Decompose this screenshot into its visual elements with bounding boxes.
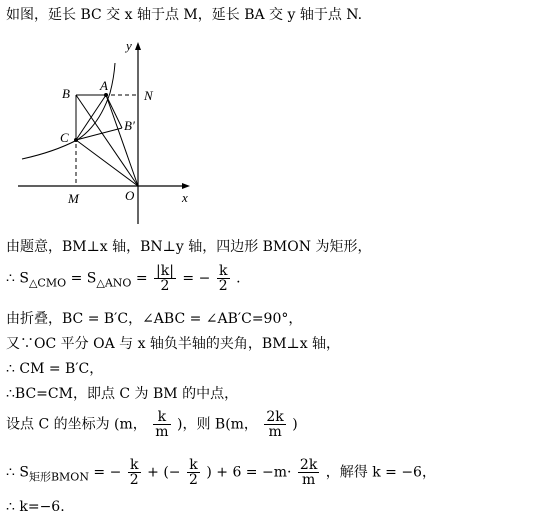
step-1: 由题意，BM⊥x 轴，BN⊥y 轴，四边形 BMON 为矩形， — [6, 239, 372, 255]
fraction — [264, 410, 285, 439]
period-text: . — [236, 270, 241, 287]
text-part: 设点 C 的坐标为 (m， — [6, 416, 147, 433]
segment-BO — [76, 95, 138, 186]
fraction — [217, 264, 230, 293]
fraction-numerator: 2k — [299, 457, 318, 473]
equals-text: = − — [182, 270, 211, 287]
label-M: M — [68, 191, 79, 206]
fraction-denominator: 2 — [188, 472, 198, 488]
equals-text: = — [131, 270, 153, 287]
geometry-figure — [14, 38, 194, 228]
fraction-denominator: 2 — [218, 278, 228, 294]
fraction — [187, 458, 200, 487]
x-axis-arrow — [182, 183, 190, 189]
segment-AO — [106, 95, 138, 186]
area-symbol: ∴ S — [6, 270, 29, 287]
fraction-numerator: k — [187, 458, 200, 473]
text-part: ，解得 k = −6， — [325, 464, 436, 481]
step-2 — [6, 264, 241, 293]
label-B-prime: B′ — [124, 118, 135, 133]
fraction-denominator: 2 — [129, 472, 139, 488]
equals-text: = − — [88, 464, 122, 481]
label-A: A — [100, 78, 108, 93]
text-part: + (− — [147, 464, 181, 481]
step-3: 由折叠，BC = B′C，∠ABC = ∠AB′C=90°， — [6, 311, 303, 327]
label-C: C — [60, 130, 69, 145]
step-5: ∴ CM = B′C， — [6, 361, 104, 377]
fraction-denominator: 2 — [160, 278, 170, 294]
text-part: )，则 B(m， — [177, 416, 258, 433]
fraction — [128, 458, 141, 487]
fraction-numerator: k — [217, 264, 230, 279]
fraction-denominator: m — [268, 424, 282, 440]
area-subscript-ano: △ANO — [96, 276, 132, 290]
label-y: y — [126, 38, 132, 53]
fraction-numerator: k — [128, 458, 141, 473]
step-4: 又∵OC 平分 OA 与 x 轴负半轴的夹角，BM⊥x 轴， — [6, 336, 341, 352]
text-part: ) — [292, 416, 298, 433]
fraction-denominator: m — [155, 424, 169, 440]
label-B: B — [62, 86, 70, 101]
fraction-numerator: 2k — [266, 409, 284, 425]
fraction-numerator: k — [153, 410, 170, 425]
step-8 — [6, 458, 436, 487]
area-subscript-rect: 矩形BMON — [28, 470, 89, 484]
label-N: N — [144, 88, 153, 103]
label-x: x — [182, 190, 188, 205]
point-C — [74, 138, 78, 142]
text-part: ) + 6 = −m· — [206, 464, 292, 481]
fraction — [153, 410, 170, 439]
fraction — [298, 458, 319, 487]
segment-AB-prime — [106, 95, 122, 128]
step-9: ∴ k=−6. — [6, 499, 65, 515]
label-O: O — [125, 188, 135, 203]
equals-text: = S — [66, 270, 97, 287]
step-6: ∴BC=CM，即点 C 为 BM 的中点， — [6, 386, 239, 402]
fraction-numerator: |k| — [156, 263, 174, 279]
step-7 — [6, 410, 298, 439]
y-axis-arrow — [135, 42, 141, 50]
area-subscript-cmo: △CMO — [28, 276, 67, 290]
fraction — [154, 264, 176, 293]
fraction-denominator: m — [301, 472, 316, 488]
area-symbol: ∴ S — [6, 464, 29, 481]
intro-text: 如图，延长 BC 交 x 轴于点 M，延长 BA 交 y 轴于点 N. — [6, 7, 363, 23]
segment-CO — [76, 140, 138, 186]
point-A — [104, 93, 108, 97]
